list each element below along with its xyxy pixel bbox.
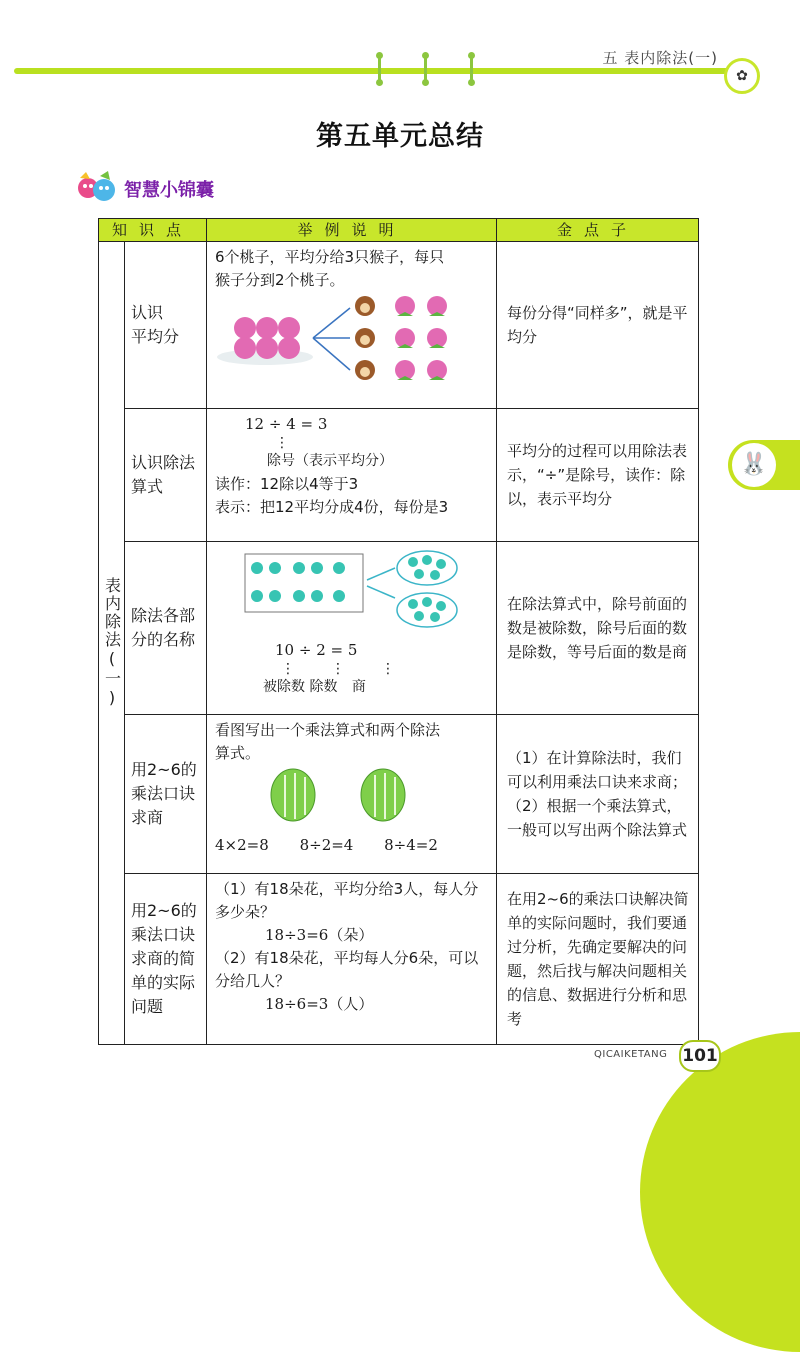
answer-2: 18÷6=3（人）	[265, 995, 374, 1013]
footer-brand: QICAIKETANG	[594, 1049, 668, 1060]
dots: ⋮⋮⋮	[281, 661, 432, 677]
summary-table	[98, 218, 699, 1045]
header-knowledge: 知识点	[99, 219, 207, 242]
header-tips: 金点子	[497, 219, 699, 242]
pin-icon	[422, 52, 428, 86]
part-labels	[215, 676, 488, 699]
example-cell	[207, 409, 497, 542]
multiplication-equation: 4×2=8	[215, 836, 269, 854]
button-groups-illustration	[215, 546, 485, 632]
page-title: 第五单元总结	[316, 121, 484, 152]
topic-label: 表内除法(一)	[102, 577, 122, 709]
quotient-label: 商	[351, 679, 366, 695]
division-equation: 8÷2=4	[299, 836, 354, 854]
division-equation: 12 ÷ 4 = 3	[245, 415, 328, 433]
header-line	[14, 68, 734, 74]
example-line: 猴子分到2个桃子。	[215, 271, 345, 289]
knowledge-point: 除法各部分的名称	[125, 542, 207, 715]
peach-monkey-illustration	[215, 292, 485, 392]
knowledge-point: 用2~6的乘法口诀求商的简单的实际问题	[125, 874, 207, 1045]
dots: ⋮	[275, 435, 290, 451]
example-cell	[207, 242, 497, 409]
topic-cell	[99, 242, 125, 1045]
tip-cell: 在除法算式中，除号前面的数是被除数，除号后面的数是除数，等号后面的数是商	[497, 542, 699, 715]
example-line: 算式。	[215, 744, 261, 762]
division-equation: 10 ÷ 2 = 5	[275, 641, 358, 659]
knowledge-point: 认识除法算式	[125, 409, 207, 542]
knowledge-point: 用2~6的乘法口诀求商	[125, 715, 207, 874]
tip-cell: 平均分的过程可以用除法表示，“÷”是除号，读作：除以，表示平均分	[497, 409, 699, 542]
tip-cell: （1）在计算除法时，我们可以利用乘法口诀来求商；（2）根据一个乘法算式，一般可以写出两个除法算式	[497, 715, 699, 874]
meaning: 表示：把12平均分成4份，每份是3	[215, 498, 449, 516]
rabbit-icon: 🐰	[732, 443, 776, 487]
question-1: （1）有18朵花，平均分给3人，每人分多少朵？	[215, 880, 479, 921]
pin-icon	[468, 52, 474, 86]
bottom-arc	[640, 1032, 800, 1352]
example-cell	[207, 874, 497, 1045]
header-example: 举例说明	[207, 219, 497, 242]
divisor-label: 除数	[309, 679, 338, 695]
pin-icon	[376, 52, 382, 86]
tip-cell: 每份分得“同样多”，就是平均分	[497, 242, 699, 409]
dividend-label: 被除数	[263, 679, 306, 695]
page-number: 101	[679, 1040, 721, 1072]
chapter-label: 五 表内除法(一)	[602, 49, 718, 67]
sign-label: 除号（表示平均分）	[267, 453, 394, 469]
bug-icon: ✿	[724, 58, 760, 94]
side-tab	[728, 440, 800, 490]
division-equation: 8÷4=2	[384, 836, 438, 854]
example-line: 6个桃子，平均分给3只猴子，每只	[215, 248, 445, 266]
question-2: （2）有18朵花，平均每人分6朵，可以分给几人？	[215, 949, 479, 990]
answer-1: 18÷3=6（朵）	[265, 926, 374, 944]
tip-cell: 在用2~6的乘法口诀解决简单的实际问题时，我们要通过分析，先确定要解决的问题，然后找与解决问题相关的信息、数据进行分析和思考	[497, 874, 699, 1045]
example-cell	[207, 542, 497, 715]
equation-row	[215, 834, 488, 857]
read-as: 读作：12除以4等于3	[215, 475, 359, 493]
cartoon-kids-icon	[76, 170, 118, 206]
example-line: 看图写出一个乘法算式和两个除法	[215, 721, 441, 739]
knowledge-point: 认识 平均分	[125, 242, 207, 409]
example-cell	[207, 715, 497, 874]
tip-title: 智慧小锦囊	[124, 180, 214, 201]
cabbage-illustration	[215, 765, 485, 827]
